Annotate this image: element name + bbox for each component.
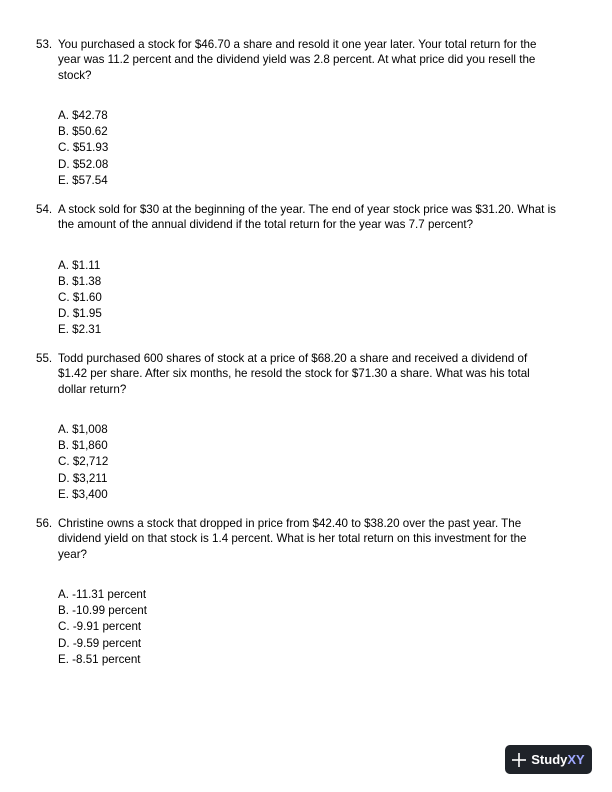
answer-options [58,108,556,188]
option-e: E. $3,400 [58,487,108,501]
option-c: C. -9.91 percent [58,620,142,634]
option-d: D. -9.59 percent [58,636,142,650]
option-d: D. $3,211 [58,471,108,485]
plus-icon [512,753,526,767]
question-text: You purchased a stock for $46.70 a share and resold it one year later. Your total return for the year was 11.2 percent and the dividend yield was 2.8 percent. At what price did you resell the stock? [58,38,537,82]
question-text: Christine owns a stock that dropped in price from $42.40 to $38.20 over the past year. The dividend yield on that stock is 1.4 percent. What is her total return on this investment for the year? [58,517,527,561]
option-e: E. -8.51 percent [58,652,141,666]
option-c: C. $2,712 [58,455,109,469]
question-text: A stock sold for $30 at the beginning of the year. The end of year stock price was $31.20. What is the amount of the annual dividend if the total return for the year was 7.7 percent? [58,203,556,232]
option-d: D. $1.95 [58,307,102,321]
question-text: Todd purchased 600 shares of stock at a price of $68.20 a share and received a dividend of $1.42 per share. After six months, he resold the stock for $71.30 a share. What was his total dollar return? [58,352,530,396]
answer-options [58,587,556,667]
option-b: B. $50.62 [58,125,108,139]
question-number: 53. [36,38,53,51]
option-b: B. $1,860 [58,439,108,453]
brand-name-study: Study [531,752,568,767]
option-c: C. $51.93 [58,141,109,155]
option-a: A. $1.11 [58,258,101,272]
answer-options [58,422,556,502]
option-d: D. $52.08 [58,157,109,171]
option-b: B. -10.99 percent [58,604,147,618]
option-c: C. $1.60 [58,291,102,304]
question-55 [36,351,556,503]
answer-options [58,258,556,338]
question-number: 56. [36,517,53,530]
question-54 [36,202,556,338]
brand-name [531,752,584,767]
brand-name-xy: XY [567,752,585,767]
studyxy-logo-badge[interactable] [505,745,592,774]
option-a: A. $42.78 [58,109,108,123]
question-number: 55. [36,352,53,365]
option-b: B. $1.38 [58,274,102,288]
question-56 [36,516,556,668]
option-e: E. $57.54 [58,173,108,187]
question-number: 54. [36,203,53,216]
question-53 [36,37,556,189]
option-a: A. $1,008 [58,423,108,437]
option-a: A. -11.31 percent [58,588,147,602]
option-e: E. $2.31 [58,323,102,337]
